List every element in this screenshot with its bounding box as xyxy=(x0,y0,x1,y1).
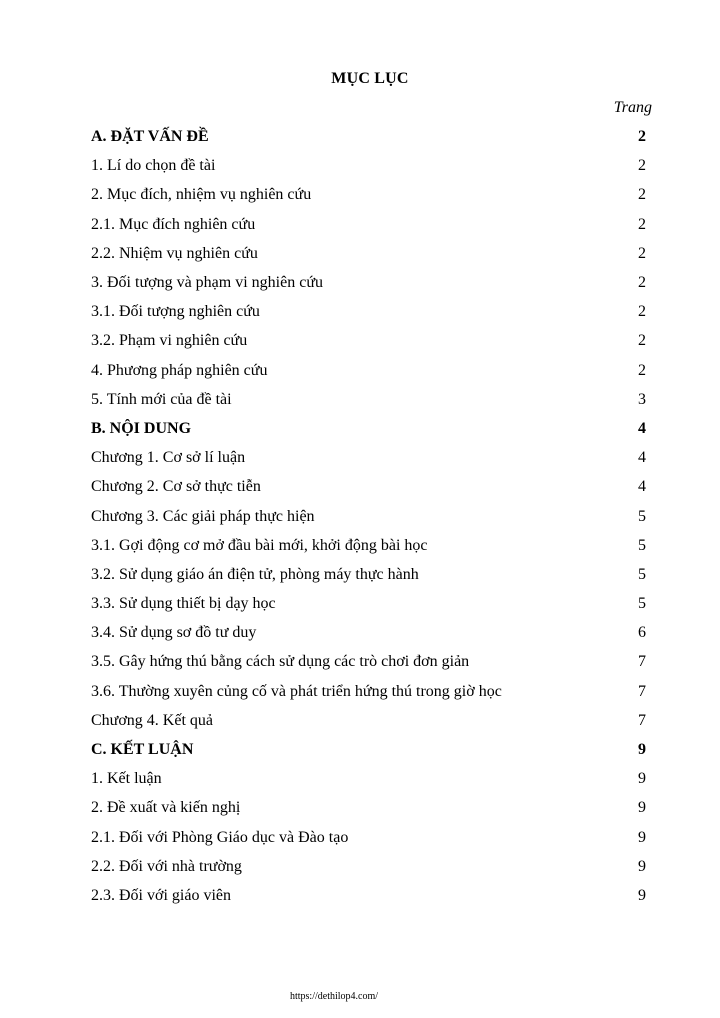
toc-entry xyxy=(91,268,646,297)
toc-entry xyxy=(91,501,646,530)
toc-entry-text: 1. Kết luận xyxy=(91,770,162,788)
toc-entry xyxy=(91,560,646,589)
toc-entry-text: 3.3. Sử dụng thiết bị dạy học xyxy=(91,595,276,613)
toc-entry xyxy=(91,326,646,355)
toc-entry-page-number: 9 xyxy=(638,857,646,875)
toc-entry xyxy=(91,472,646,501)
toc-entry xyxy=(91,823,646,852)
toc-entry-text: 3.4. Sử dụng sơ đồ tư duy xyxy=(91,624,257,642)
toc-entry-text: Chương 4. Kết quả xyxy=(91,711,214,729)
toc-entry xyxy=(91,385,646,414)
toc-entry-page-number: 7 xyxy=(638,711,646,729)
toc-entry-page-number: 4 xyxy=(638,449,646,467)
toc-entry-page-number: 5 xyxy=(638,595,646,613)
toc-entry-page-number: 3 xyxy=(638,390,646,408)
toc-entry xyxy=(91,589,646,618)
toc-entry-text: 4. Phương pháp nghiên cứu xyxy=(91,361,268,379)
toc-entry-text: 3. Đối tượng và phạm vi nghiên cứu xyxy=(91,274,323,292)
toc-entry xyxy=(91,618,646,647)
toc-entry-text: 2. Đề xuất và kiến nghị xyxy=(91,799,241,817)
footer-url: https://dethilop4.com/ xyxy=(289,991,379,1002)
toc-entry-text: 3.2. Phạm vi nghiên cứu xyxy=(91,332,248,350)
toc-entry-text: 3.1. Đối tượng nghiên cứu xyxy=(91,303,260,321)
toc-entry-page-number: 2 xyxy=(638,157,646,175)
toc-entry-text: C. KẾT LUẬN xyxy=(91,741,194,759)
toc-entry-text: 3.2. Sử dụng giáo án điện tử, phòng máy thực hành xyxy=(91,565,419,583)
toc-entry-text: 3.1. Gợi động cơ mở đầu bài mới, khởi động bài học xyxy=(91,536,428,554)
toc-entry-text: A. ĐẶT VẤN ĐỀ xyxy=(91,128,209,146)
toc-entry-page-number: 9 xyxy=(638,886,646,904)
toc-entry-text: 1. Lí do chọn đề tài xyxy=(91,157,216,175)
toc-entry-page-number: 2 xyxy=(638,215,646,233)
toc-entry-page-number: 5 xyxy=(638,536,646,554)
toc-entry-page-number: 2 xyxy=(638,361,646,379)
toc-entry-text: Chương 1. Cơ sở lí luận xyxy=(91,449,246,467)
toc-entry-text: 2.2. Đối với nhà trường xyxy=(91,857,242,875)
toc-entry xyxy=(91,677,646,706)
toc-entry xyxy=(91,881,646,910)
toc-entry-page-number: 4 xyxy=(638,478,646,496)
toc-entry-text: 2.1. Đối với Phòng Giáo dục và Đào tạo xyxy=(91,828,349,846)
toc-entry-text: 2.1. Mục đích nghiên cứu xyxy=(91,215,256,233)
toc-entry-page-number: 2 xyxy=(638,303,646,321)
toc-entry-page-number: 9 xyxy=(638,770,646,788)
toc-entry-text: Chương 2. Cơ sở thực tiễn xyxy=(91,478,261,496)
toc-entry xyxy=(91,647,646,676)
toc-entry xyxy=(91,852,646,881)
toc-entry-page-number: 9 xyxy=(638,799,646,817)
toc-entry xyxy=(91,210,646,239)
toc-entry xyxy=(91,443,646,472)
toc-entry xyxy=(91,356,646,385)
toc-entry xyxy=(91,239,646,268)
toc-entry-text: 3.5. Gây hứng thú bằng cách sử dụng các trò chơi đơn giản xyxy=(91,653,470,671)
toc-entry-text: 3.6. Thường xuyên củng cố và phát triển hứng thú trong giờ học xyxy=(91,682,502,700)
toc-entry xyxy=(91,180,646,209)
toc-entry-page-number: 6 xyxy=(638,624,646,642)
toc-entry-text: 2. Mục đích, nhiệm vụ nghiên cứu xyxy=(91,186,312,204)
toc-entry-text: 2.2. Nhiệm vụ nghiên cứu xyxy=(91,244,258,262)
toc-entry xyxy=(91,764,646,793)
toc-entry-page-number: 5 xyxy=(638,565,646,583)
toc-entry-page-number: 7 xyxy=(638,682,646,700)
toc-entry-page-number: 9 xyxy=(638,741,646,759)
toc-entry-page-number: 9 xyxy=(638,828,646,846)
toc-entry xyxy=(91,151,646,180)
toc-entry-page-number: 2 xyxy=(638,128,646,146)
page-column-label: Trang xyxy=(613,99,652,116)
toc-entry-page-number: 2 xyxy=(638,274,646,292)
page-title: MỤC LỤC xyxy=(331,70,409,87)
toc-entry-text: 5. Tính mới của đề tài xyxy=(91,390,232,408)
toc-entry-page-number: 2 xyxy=(638,332,646,350)
toc-entry-text: Chương 3. Các giải pháp thực hiện xyxy=(91,507,315,525)
toc-entry xyxy=(91,706,646,735)
toc-entry-text: B. NỘI DUNG xyxy=(91,419,192,437)
toc-entry-page-number: 2 xyxy=(638,186,646,204)
table-of-contents xyxy=(91,122,646,910)
toc-section-heading xyxy=(91,122,646,151)
toc-entry-page-number: 7 xyxy=(638,653,646,671)
toc-entry-page-number: 5 xyxy=(638,507,646,525)
toc-section-heading xyxy=(91,414,646,443)
toc-entry-text: 2.3. Đối với giáo viên xyxy=(91,886,231,904)
toc-entry xyxy=(91,297,646,326)
toc-entry-page-number: 2 xyxy=(638,244,646,262)
toc-entry xyxy=(91,793,646,822)
toc-entry xyxy=(91,531,646,560)
toc-entry-page-number: 4 xyxy=(638,419,646,437)
toc-section-heading xyxy=(91,735,646,764)
